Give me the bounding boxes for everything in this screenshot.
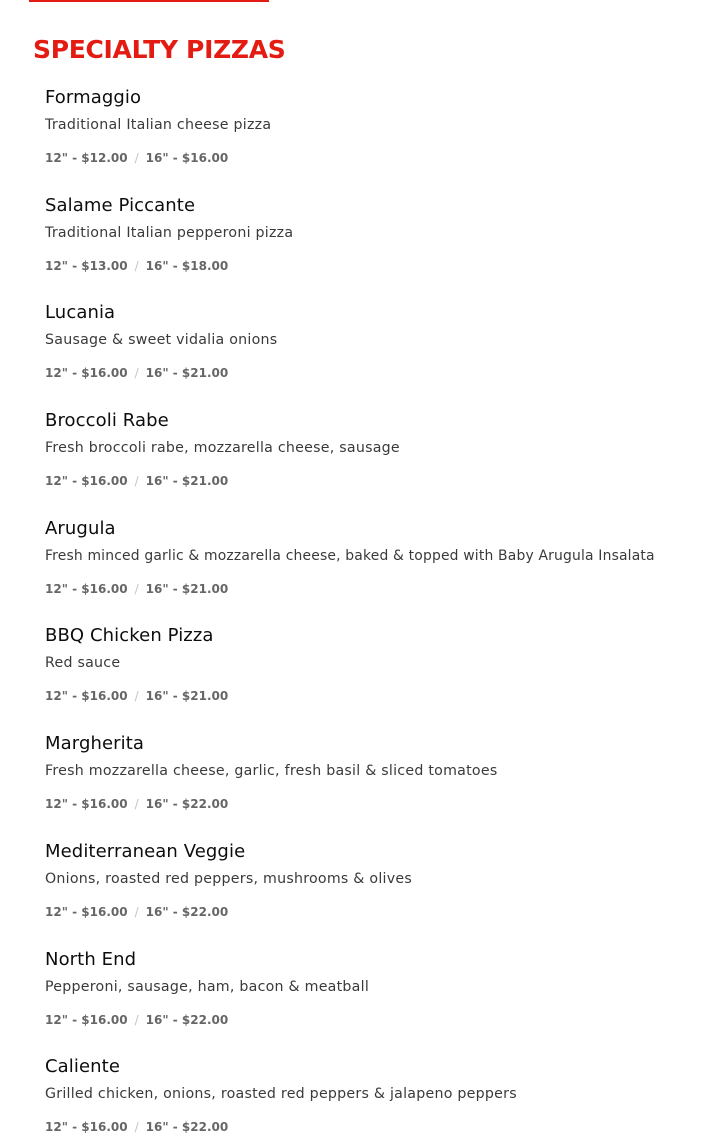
price-12-inch: 12" - $16.00 — [45, 904, 128, 919]
menu-list — [45, 84, 695, 1146]
price-16-inch: 16" - $21.00 — [145, 689, 229, 704]
price-12-inch: 12" - $16.00 — [45, 689, 128, 704]
price-16-inch: 16" - $22.00 — [145, 1012, 229, 1027]
menu-item — [45, 838, 695, 946]
price-12-inch: 12" - $16.00 — [45, 366, 128, 381]
price-separator: / — [134, 581, 139, 596]
item-description: Red sauce — [45, 655, 121, 672]
price-separator: / — [134, 904, 139, 919]
item-prices — [45, 1119, 228, 1135]
price-16-inch: 16" - $22.00 — [145, 797, 229, 812]
item-prices — [45, 688, 228, 704]
item-name: Broccoli Rabe — [45, 410, 169, 432]
price-16-inch: 16" - $21.00 — [145, 366, 229, 381]
price-12-inch: 12" - $16.00 — [45, 1012, 128, 1027]
price-12-inch: 12" - $13.00 — [45, 258, 128, 273]
price-separator: / — [134, 689, 139, 704]
price-16-inch: 16" - $16.00 — [145, 151, 229, 165]
item-prices — [45, 150, 228, 166]
menu-item — [45, 84, 695, 192]
price-12-inch: 12" - $12.00 — [45, 151, 128, 165]
item-name: Salame Piccante — [45, 194, 196, 216]
menu-item — [45, 1053, 695, 1146]
item-name: Formaggio — [45, 87, 142, 108]
price-12-inch: 12" - $16.00 — [45, 474, 128, 489]
item-name: BBQ Chicken Pizza — [45, 625, 214, 647]
item-name: Mediterranean Veggie — [45, 840, 246, 862]
menu-item — [45, 946, 695, 1054]
item-description: Fresh minced garlic & mozzarella cheese, baked & topped with Baby Arugula Insalata — [45, 547, 655, 564]
price-16-inch: 16" - $21.00 — [145, 474, 229, 489]
price-separator: / — [134, 151, 139, 165]
item-name: Caliente — [45, 1056, 121, 1078]
price-16-inch: 16" - $21.00 — [145, 581, 229, 596]
item-prices — [45, 581, 228, 597]
price-separator: / — [134, 797, 139, 812]
menu-item — [45, 299, 695, 407]
price-12-inch: 12" - $16.00 — [45, 797, 128, 812]
menu-item — [45, 192, 695, 300]
item-description: Traditional Italian pepperoni pizza — [45, 224, 294, 241]
section-title: SPECIALTY PIZZAS — [33, 35, 286, 64]
price-16-inch: 16" - $18.00 — [145, 258, 229, 273]
price-separator: / — [134, 1012, 139, 1027]
price-16-inch: 16" - $22.00 — [145, 1120, 229, 1135]
price-separator: / — [134, 366, 139, 381]
price-16-inch: 16" - $22.00 — [145, 904, 229, 919]
item-prices — [45, 258, 228, 274]
menu-item — [45, 407, 695, 515]
item-description: Sausage & sweet vidalia onions — [45, 332, 278, 349]
item-name: Arugula — [45, 517, 116, 539]
section-top-rule — [29, 0, 269, 2]
price-separator: / — [134, 258, 139, 273]
item-name: North End — [45, 948, 137, 970]
item-prices — [45, 473, 228, 489]
price-12-inch: 12" - $16.00 — [45, 581, 128, 596]
item-name: Margherita — [45, 733, 145, 755]
item-prices — [45, 904, 228, 920]
item-description: Fresh mozzarella cheese, garlic, fresh basil & sliced tomatoes — [45, 763, 498, 780]
item-description: Fresh broccoli rabe, mozzarella cheese, sausage — [45, 440, 400, 457]
item-prices — [45, 796, 228, 812]
item-description: Traditional Italian cheese pizza — [45, 117, 272, 133]
item-description: Onions, roasted red peppers, mushrooms & olives — [45, 870, 412, 887]
price-separator: / — [134, 1120, 139, 1135]
menu-item — [45, 730, 695, 838]
item-name: Lucania — [45, 302, 116, 324]
menu-item — [45, 515, 695, 623]
price-12-inch: 12" - $16.00 — [45, 1120, 128, 1135]
price-separator: / — [134, 474, 139, 489]
item-description: Grilled chicken, onions, roasted red peppers & jalapeno peppers — [45, 1086, 517, 1103]
item-prices — [45, 1012, 228, 1028]
item-prices — [45, 365, 228, 381]
item-description: Pepperoni, sausage, ham, bacon & meatball — [45, 978, 370, 995]
menu-item — [45, 622, 695, 730]
